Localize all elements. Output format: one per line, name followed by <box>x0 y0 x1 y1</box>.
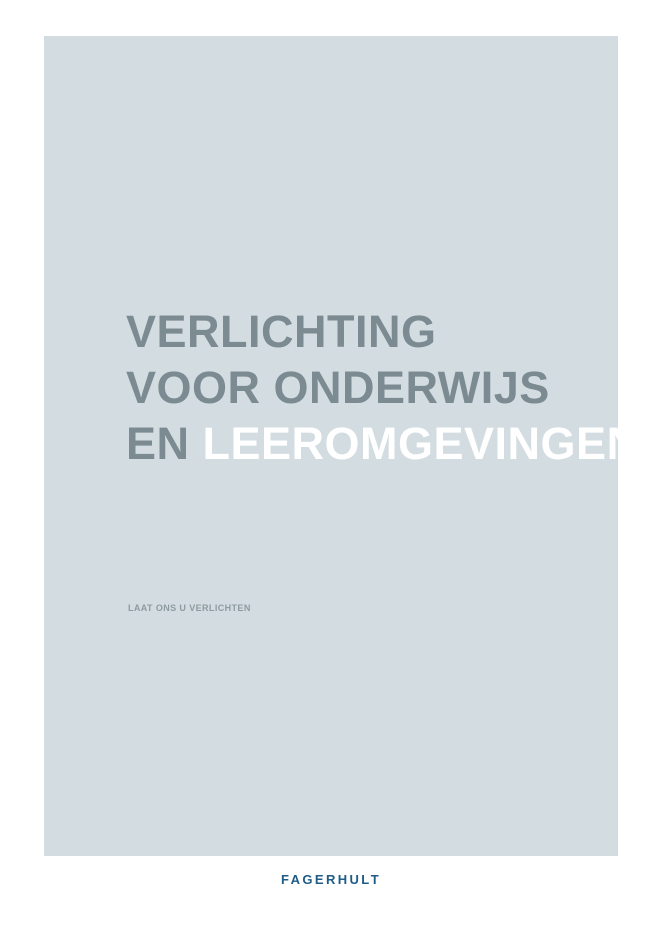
headline-line-2: VOOR ONDERWIJS <box>126 362 550 413</box>
headline-line-3 <box>126 416 653 472</box>
fagerhult-logo: FAGERHULT <box>280 872 382 887</box>
headline-line-1: VERLICHTING <box>126 306 437 357</box>
cover-tagline: LAAT ONS U VERLICHTEN <box>128 603 251 613</box>
cover-headline <box>126 304 653 472</box>
headline-line-3-highlight: LEEROMGEVINGEN. <box>202 418 653 469</box>
cover-panel <box>44 36 653 856</box>
headline-line-3-prefix: EN <box>126 418 203 469</box>
